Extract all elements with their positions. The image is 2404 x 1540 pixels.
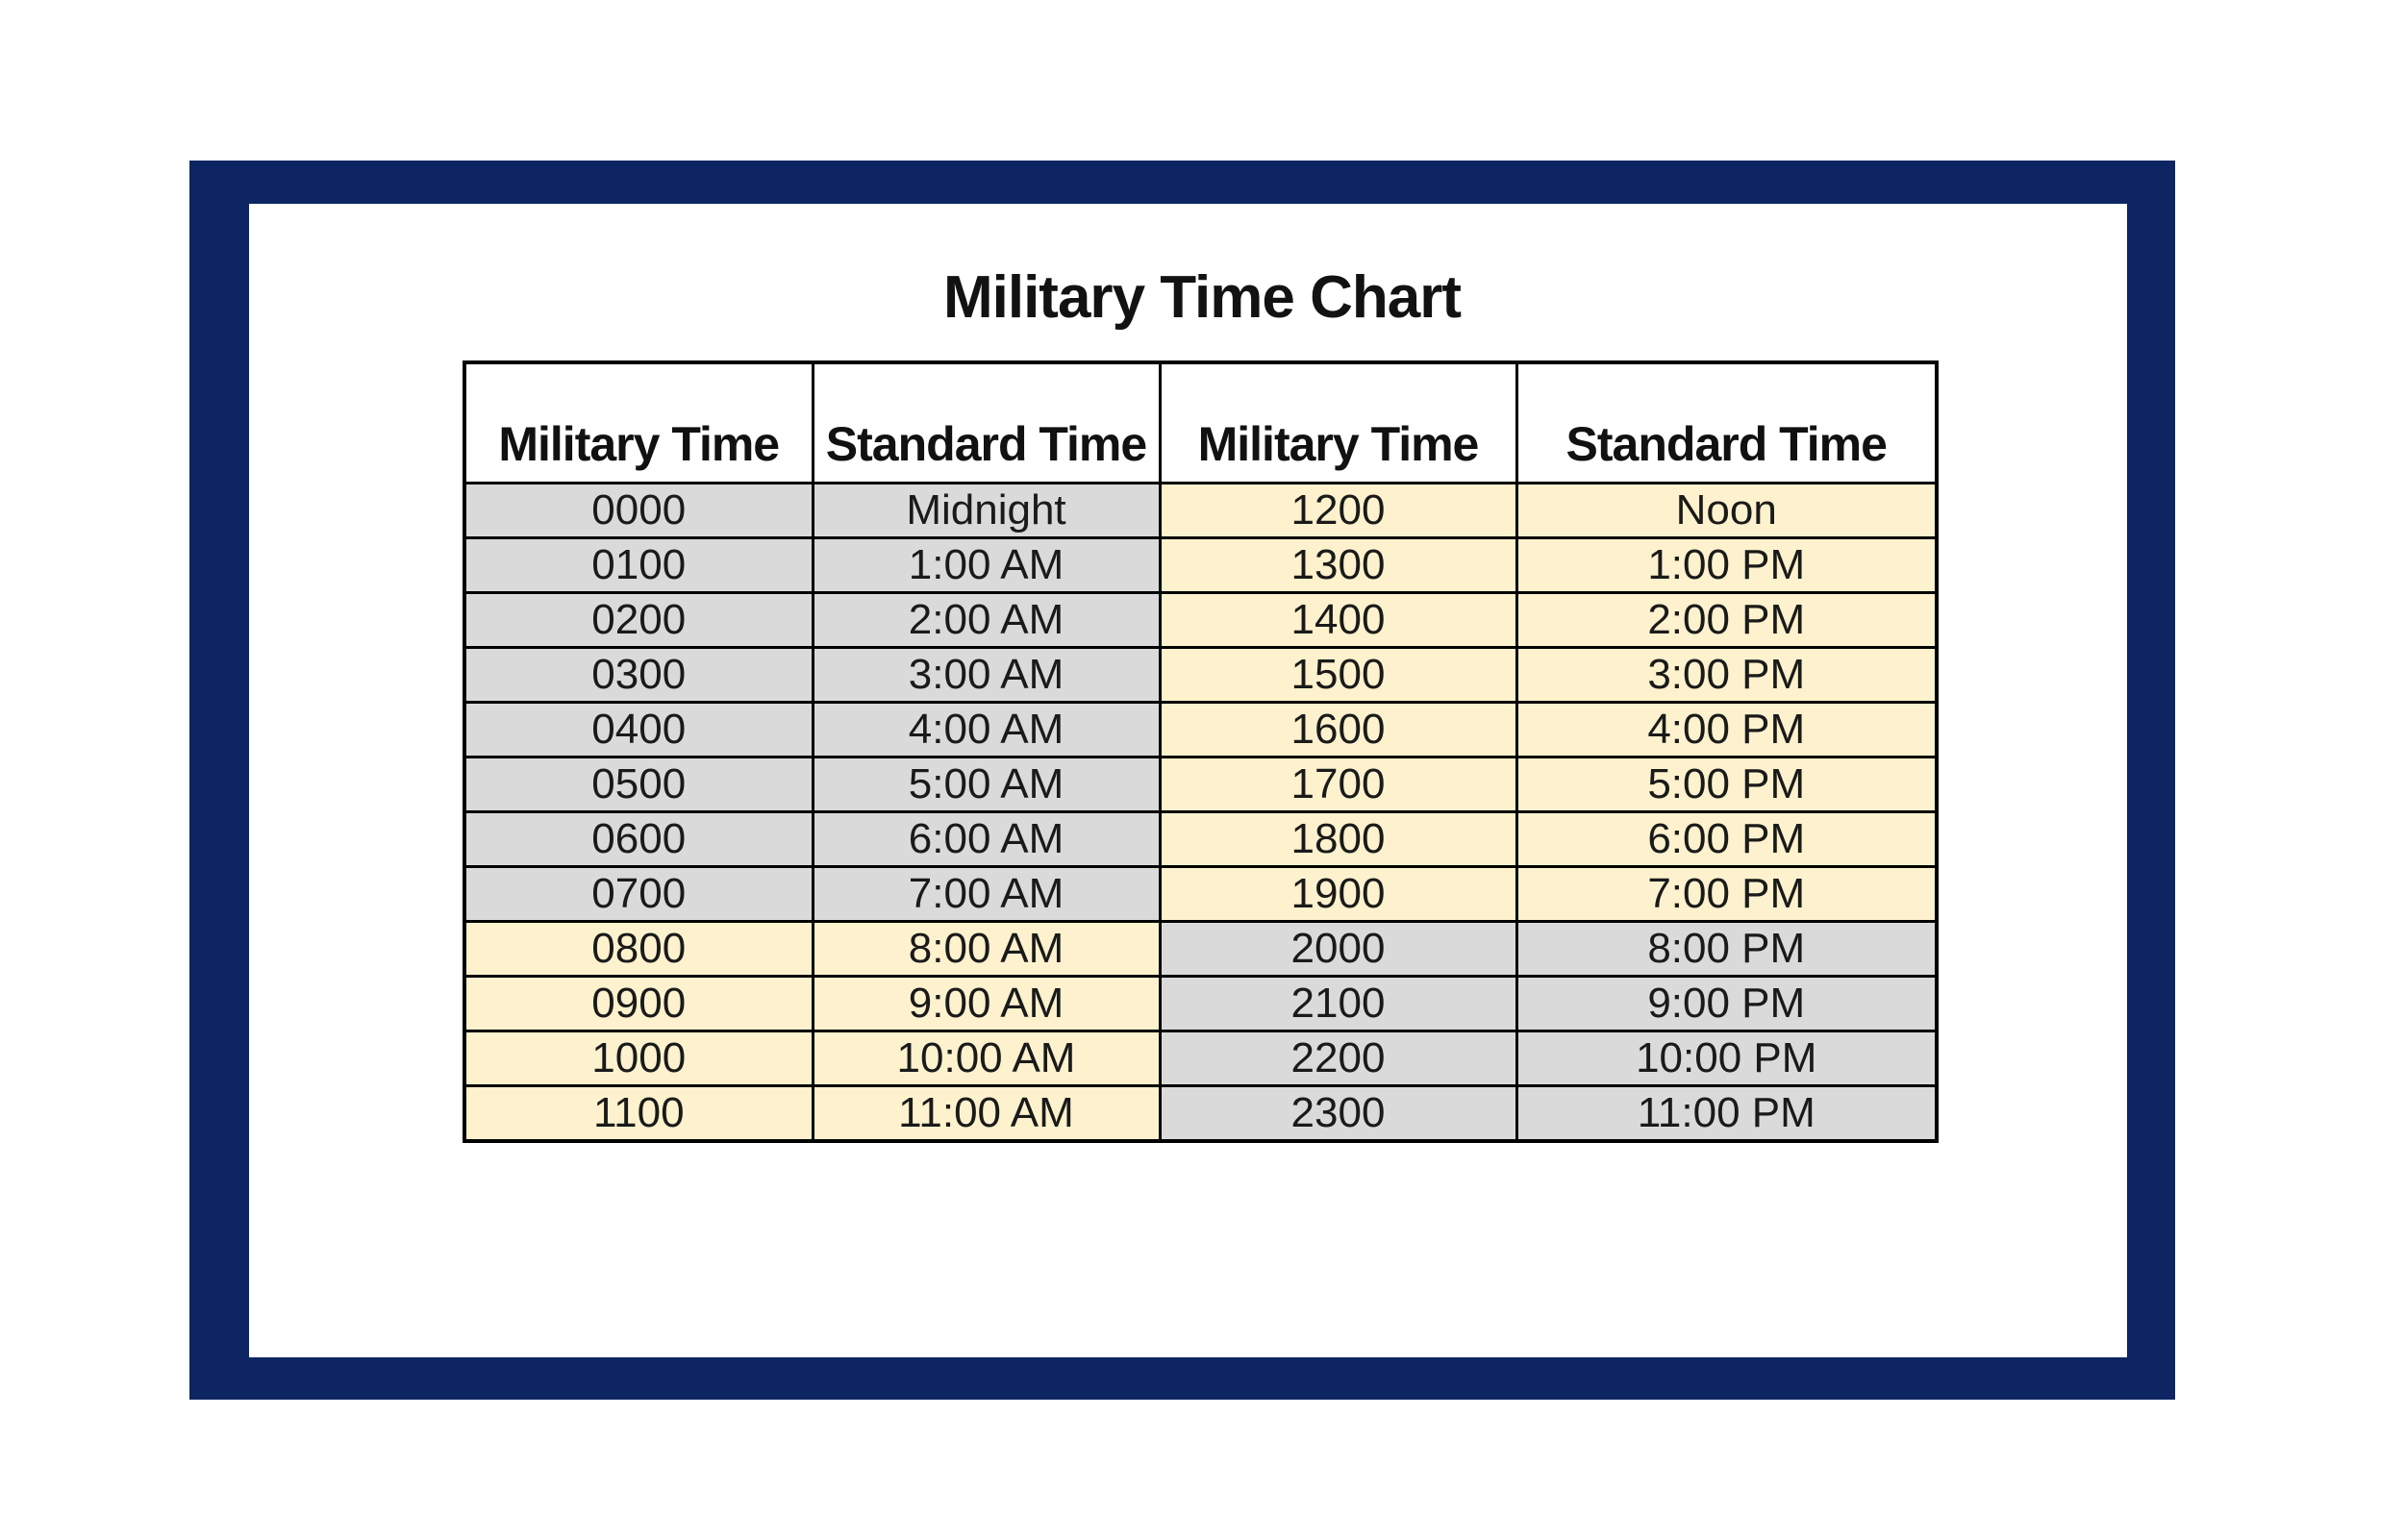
page-title: Military Time Chart: [942, 264, 1461, 331]
table-header-row: [464, 362, 1937, 484]
table-cell: 1000: [464, 1031, 813, 1086]
table-cell: 11:00 PM: [1516, 1086, 1937, 1142]
table-cell: 9:00 AM: [813, 977, 1160, 1031]
table-row: [464, 867, 1937, 922]
table-cell: 0900: [464, 977, 813, 1031]
table-cell: Noon: [1516, 484, 1937, 538]
table-cell: 1400: [1160, 593, 1516, 648]
table-cell: 2200: [1160, 1031, 1516, 1086]
table-row: [464, 1086, 1937, 1142]
table-cell: 1300: [1160, 538, 1516, 593]
table-row: [464, 812, 1937, 867]
table-row: [464, 538, 1937, 593]
table-cell: 8:00 AM: [813, 922, 1160, 977]
table-cell: 1100: [464, 1086, 813, 1142]
table-cell: 6:00 PM: [1516, 812, 1937, 867]
table-row: [464, 1031, 1937, 1086]
table-cell: 10:00 PM: [1516, 1031, 1937, 1086]
table-cell: 2:00 AM: [813, 593, 1160, 648]
table-cell: 1800: [1160, 812, 1516, 867]
table-cell: 9:00 PM: [1516, 977, 1937, 1031]
table-cell: 3:00 PM: [1516, 648, 1937, 703]
table-cell: 1:00 AM: [813, 538, 1160, 593]
table-cell: 5:00 PM: [1516, 758, 1937, 812]
table-cell: 2100: [1160, 977, 1516, 1031]
table-cell: 0100: [464, 538, 813, 593]
table-cell: 7:00 PM: [1516, 867, 1937, 922]
table-cell: 2000: [1160, 922, 1516, 977]
table-cell: 0500: [464, 758, 813, 812]
table-row: [464, 484, 1937, 538]
table-cell: 1700: [1160, 758, 1516, 812]
table-cell: 4:00 PM: [1516, 703, 1937, 758]
table-cell: 6:00 AM: [813, 812, 1160, 867]
table-cell: 3:00 AM: [813, 648, 1160, 703]
table-cell: 2:00 PM: [1516, 593, 1937, 648]
table-row: [464, 922, 1937, 977]
table-cell: 1500: [1160, 648, 1516, 703]
table-cell: Midnight: [813, 484, 1160, 538]
table-cell: 4:00 AM: [813, 703, 1160, 758]
column-header: Standard Time: [813, 362, 1160, 484]
column-header: Military Time: [1160, 362, 1516, 484]
table-cell: 5:00 AM: [813, 758, 1160, 812]
military-time-table: [463, 360, 1939, 1143]
table-cell: 0300: [464, 648, 813, 703]
table-cell: 10:00 AM: [813, 1031, 1160, 1086]
table-cell: 0800: [464, 922, 813, 977]
column-header: Military Time: [464, 362, 813, 484]
table-cell: 1:00 PM: [1516, 538, 1937, 593]
table-cell: 2300: [1160, 1086, 1516, 1142]
column-header: Standard Time: [1516, 362, 1937, 484]
table-cell: 0200: [464, 593, 813, 648]
table-cell: 1200: [1160, 484, 1516, 538]
table-cell: 11:00 AM: [813, 1086, 1160, 1142]
table-cell: 8:00 PM: [1516, 922, 1937, 977]
table-cell: 0700: [464, 867, 813, 922]
table-row: [464, 758, 1937, 812]
table-cell: 1600: [1160, 703, 1516, 758]
table-row: [464, 648, 1937, 703]
table-cell: 7:00 AM: [813, 867, 1160, 922]
military-time-table-container: [463, 360, 1939, 1143]
table-body: [464, 484, 1937, 1142]
table-cell: 0600: [464, 812, 813, 867]
table-row: [464, 703, 1937, 758]
table-row: [464, 593, 1937, 648]
table-cell: 0400: [464, 703, 813, 758]
table-cell: 0000: [464, 484, 813, 538]
table-cell: 1900: [1160, 867, 1516, 922]
table-row: [464, 977, 1937, 1031]
